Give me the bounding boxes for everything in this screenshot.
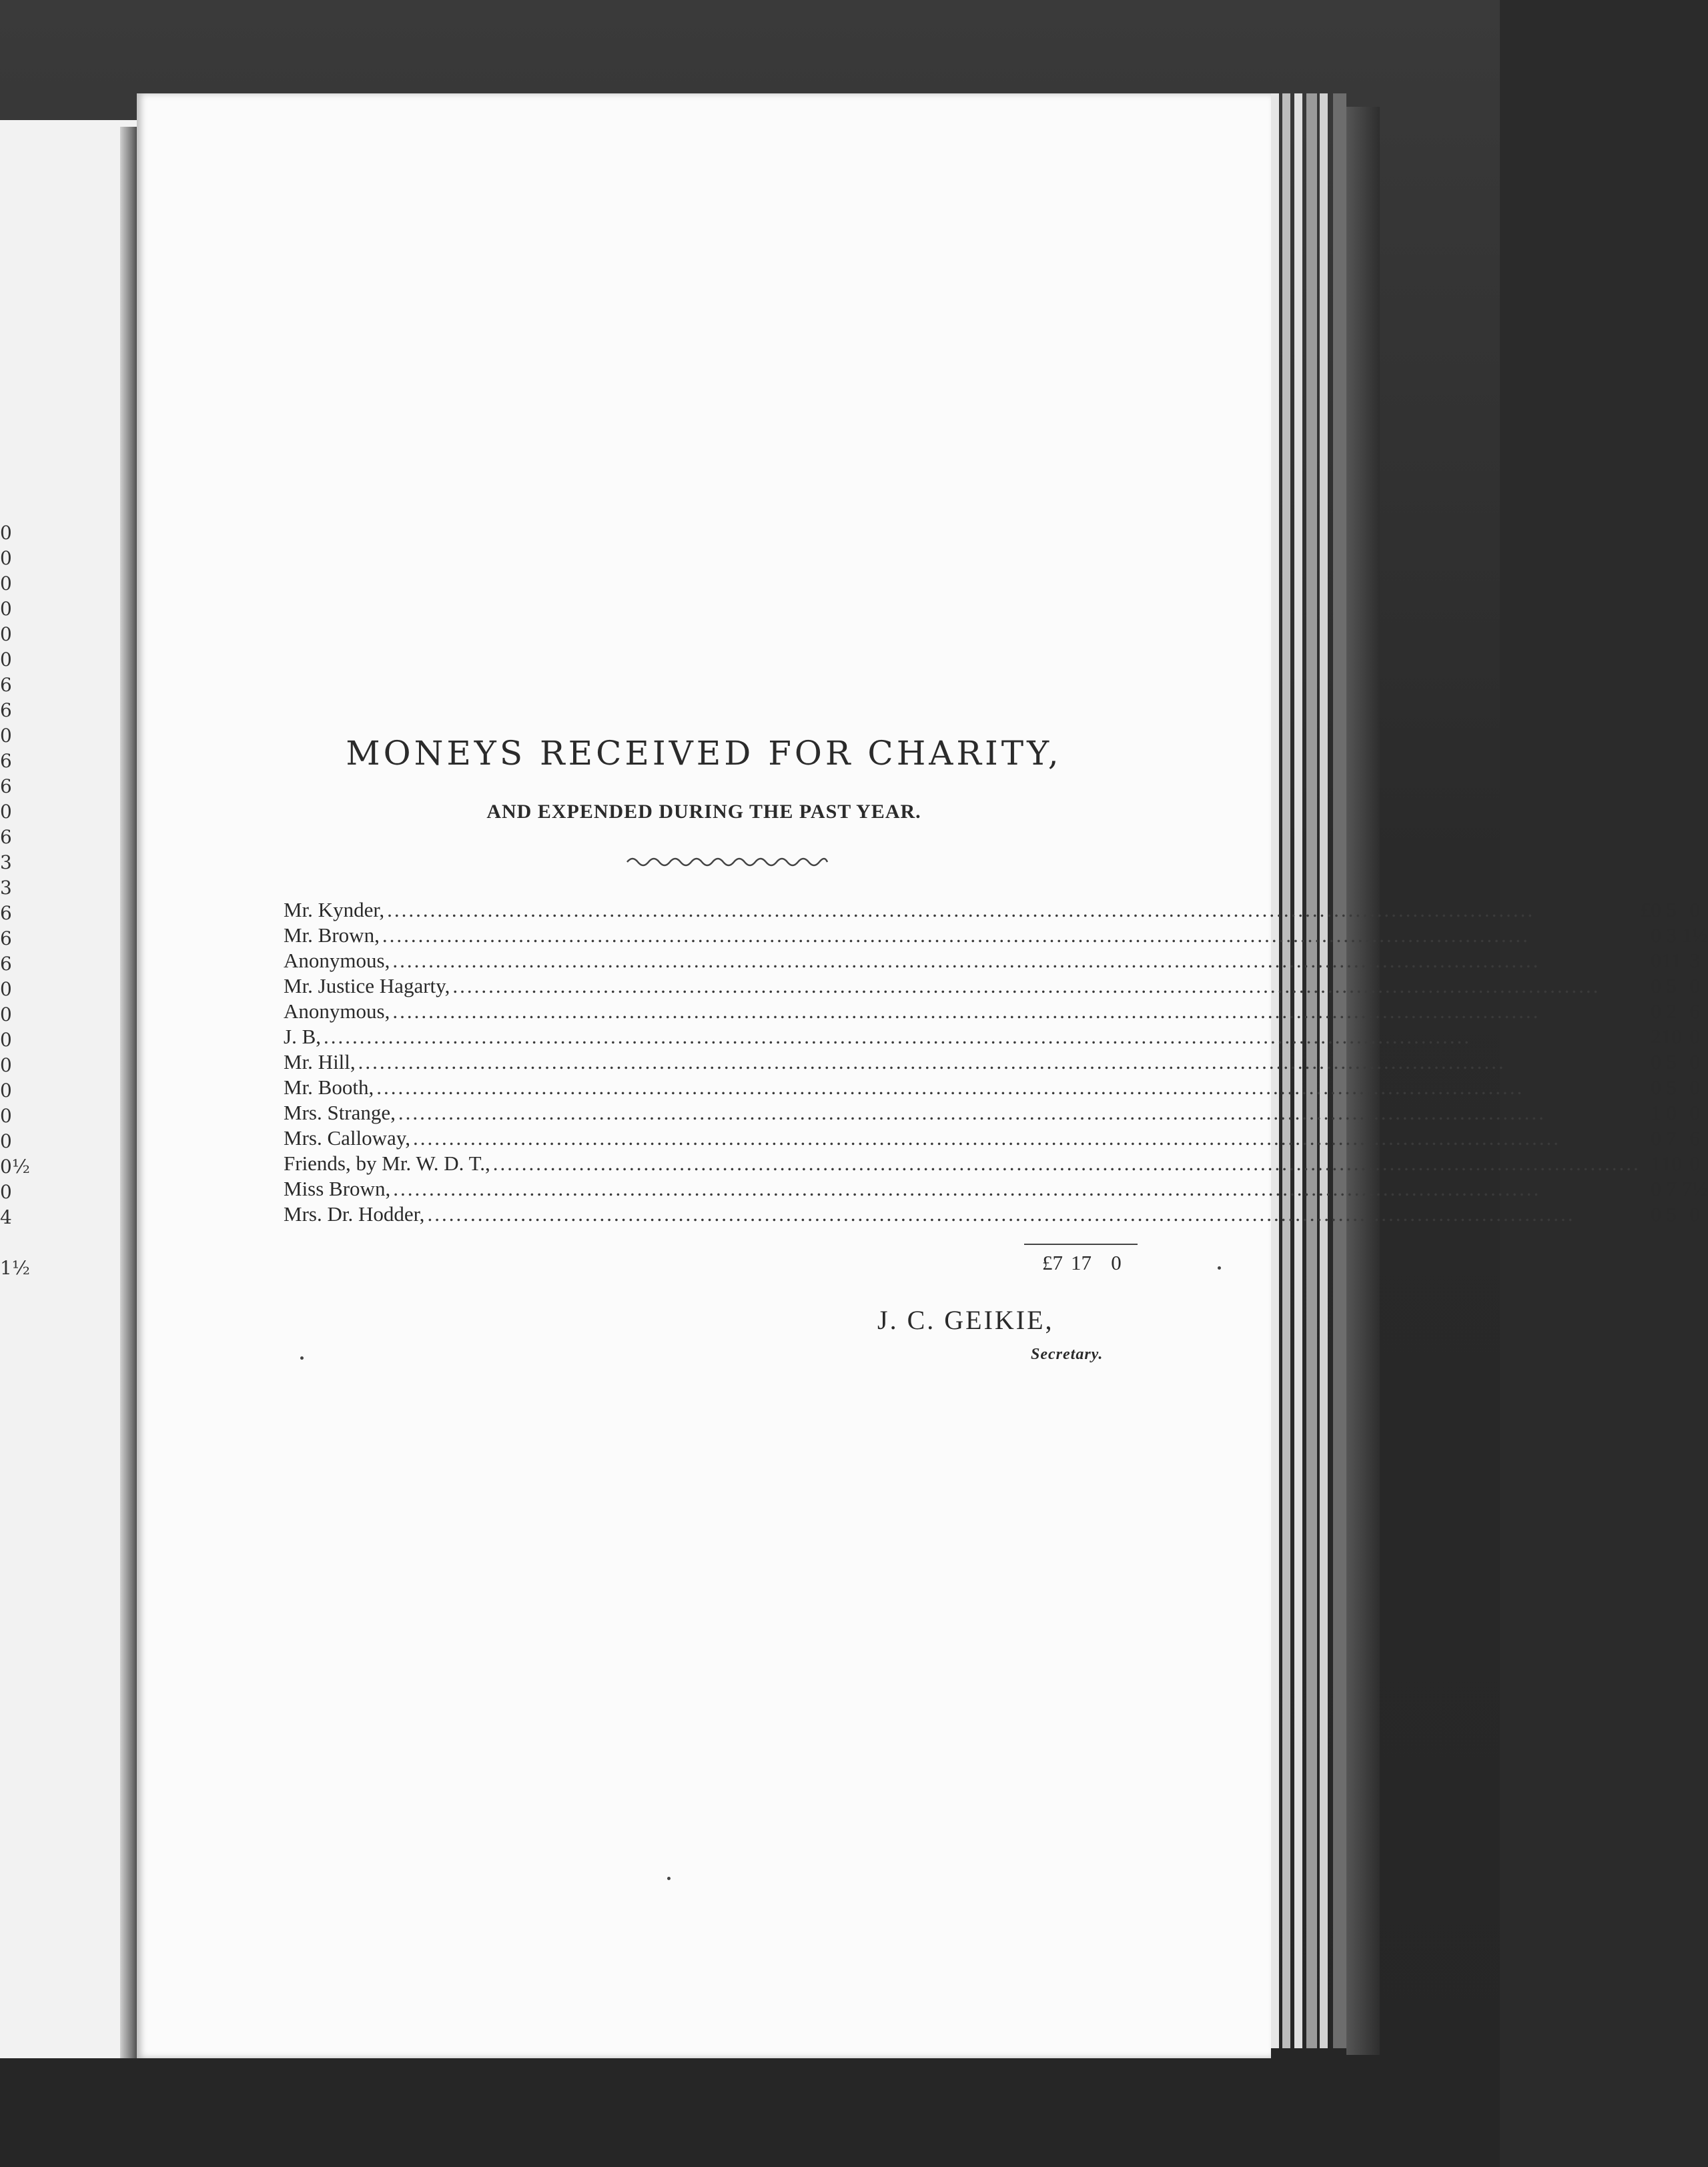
margin-mark: 0½	[0, 1156, 30, 1178]
pounds-cell: 1	[1651, 1101, 1661, 1124]
shillings-cell: 0	[1666, 1101, 1677, 1124]
donor-cell	[284, 897, 1641, 923]
margin-mark: 0	[0, 725, 12, 747]
shillings-cell: 5	[1666, 1050, 1677, 1073]
pence-cell: 0	[1689, 1152, 1700, 1175]
pounds-cell: 2	[1651, 1025, 1661, 1048]
margin-mark: 0	[0, 1003, 12, 1025]
donor-name: Friends, by Mr. W. D. T.,	[284, 1152, 493, 1175]
margin-mark: 6	[0, 953, 12, 975]
shillings-cell: 5	[1666, 898, 1677, 921]
donor-cell	[284, 1176, 1641, 1202]
margin-mark: 0	[0, 623, 12, 645]
table-row	[284, 1049, 1708, 1075]
margin-mark: 0	[0, 1130, 12, 1152]
total-pounds: £7	[1042, 1251, 1063, 1274]
leader-dots: ................................................................................................................................................................	[427, 1202, 1575, 1226]
margin-mark: 6	[0, 699, 12, 721]
donor-name: Anonymous,	[284, 999, 392, 1023]
margin-mark: 0	[0, 978, 12, 1000]
pounds-cell: 0	[1651, 1050, 1661, 1073]
shillings-cell: 7	[1666, 1126, 1677, 1150]
margin-mark: 0	[0, 1054, 12, 1076]
total-pence: 0	[1111, 1251, 1122, 1274]
margin-mark: 0	[0, 547, 12, 569]
leader-dots: ................................................................................................................................................................	[382, 923, 1530, 947]
donor-name: Mrs. Strange,	[284, 1101, 398, 1124]
table-row	[284, 1202, 1708, 1227]
donor-name: Mrs. Dr. Hodder,	[284, 1202, 427, 1226]
left-page-margin-marks	[0, 520, 30, 1281]
donor-name: Anonymous,	[284, 949, 392, 972]
table-row	[284, 1176, 1708, 1202]
margin-mark: 0	[0, 522, 12, 544]
signature-name: J. C. GEIKIE,	[877, 1305, 1054, 1335]
margin-mark: 6	[0, 927, 12, 949]
leader-dots: ................................................................................................................................................................	[392, 999, 1541, 1023]
total-row	[1023, 1251, 1133, 1275]
paper-speck	[667, 1877, 671, 1880]
signature-role: Secretary.	[1031, 1346, 1104, 1363]
shillings-cell: 5	[1666, 1075, 1677, 1099]
document-page	[137, 93, 1708, 2058]
margin-mark: 6	[0, 775, 12, 797]
pounds-cell: 0	[1651, 1075, 1661, 1099]
pence-cell: 6	[1689, 999, 1700, 1023]
donor-cell	[284, 999, 1641, 1024]
shillings-cell: 7	[1666, 1177, 1677, 1200]
ornamental-wavy-rule	[627, 854, 827, 870]
donor-name: Mr. Hill,	[284, 1050, 358, 1073]
donor-name: Mr. Justice Hagarty,	[284, 974, 452, 997]
pence-cell: 0	[1689, 1025, 1700, 1048]
donor-cell	[284, 948, 1641, 973]
donations-table	[284, 897, 1708, 1227]
margin-mark: 6	[0, 750, 12, 772]
table-row	[284, 948, 1708, 973]
pence-cell: 1½	[1681, 923, 1708, 947]
margin-mark: 6	[0, 826, 12, 848]
paper-speck	[1218, 1266, 1221, 1270]
leader-dots: ................................................................................................................................................................	[376, 1075, 1525, 1099]
page-subtitle: AND EXPENDED DURING THE PAST YEAR.	[486, 801, 921, 823]
page-title: MONEYS RECEIVED FOR CHARITY,	[346, 734, 1062, 773]
table-row	[284, 999, 1708, 1024]
donor-cell	[284, 1075, 1641, 1100]
margin-mark: 3	[0, 851, 12, 873]
margin-mark: 0	[0, 648, 12, 671]
margin-mark	[0, 1230, 13, 1256]
pence-cell: 3	[1689, 949, 1700, 972]
table-row	[284, 1075, 1708, 1100]
table-row	[284, 923, 1708, 948]
donor-cell	[284, 923, 1641, 948]
leader-dots: ................................................................................................................................................................	[393, 1177, 1541, 1200]
margin-mark: 0	[0, 1079, 12, 1102]
donor-cell	[284, 1024, 1641, 1049]
pounds-cell: £0	[1640, 898, 1661, 921]
margin-mark: 0	[0, 572, 12, 594]
donor-name: Mr. Kynder,	[284, 898, 387, 921]
pounds-cell: 0	[1651, 1202, 1661, 1226]
total-rule	[1024, 1244, 1138, 1245]
shillings-cell: 2	[1666, 999, 1677, 1023]
pounds-cell: 0	[1651, 974, 1661, 997]
margin-mark: 0	[0, 1181, 12, 1203]
donor-name: Mr. Brown,	[284, 923, 382, 947]
pence-cell: 0	[1689, 1050, 1700, 1073]
table-row	[284, 1126, 1708, 1151]
paper-speck	[300, 1356, 304, 1360]
margin-mark: 1½	[0, 1257, 30, 1279]
leader-dots: ................................................................................................................................................................	[392, 949, 1541, 972]
leader-dots: ................................................................................................................................................................	[452, 974, 1601, 997]
donor-cell	[284, 973, 1641, 999]
shillings-cell: 3	[1666, 923, 1677, 947]
margin-mark: 4	[0, 1206, 12, 1228]
table-row	[284, 1024, 1708, 1049]
leader-dots: ................................................................................................................................................................	[387, 898, 1535, 921]
pence-cell: 0	[1689, 1075, 1700, 1099]
pence-cell: 0	[1689, 974, 1700, 997]
margin-mark: 6	[0, 902, 12, 924]
pounds-cell: 0	[1651, 1177, 1661, 1200]
leader-dots: ................................................................................................................................................................	[358, 1050, 1506, 1073]
donor-cell	[284, 1202, 1641, 1227]
shillings-cell: 10	[1661, 1025, 1682, 1048]
donor-cell	[284, 1151, 1641, 1176]
shillings-cell: 10	[1661, 1152, 1682, 1175]
margin-mark: 0	[0, 1029, 12, 1051]
donor-cell	[284, 1049, 1641, 1075]
pounds-cell: 0	[1651, 923, 1661, 947]
table-row	[284, 1151, 1708, 1176]
pence-cell: 0	[1689, 898, 1700, 921]
donor-name: Mr. Booth,	[284, 1075, 376, 1099]
donor-name: Mrs. Calloway,	[284, 1126, 413, 1150]
leader-dots: ................................................................................................................................................................	[413, 1126, 1561, 1150]
donor-cell	[284, 1126, 1641, 1151]
leader-dots: ................................................................................................................................................................	[492, 1152, 1641, 1175]
table-row	[284, 897, 1708, 923]
donor-cell	[284, 1100, 1641, 1126]
pounds-cell: 1	[1651, 1152, 1661, 1175]
margin-mark: 0	[0, 801, 12, 823]
pounds-cell: 0	[1651, 949, 1661, 972]
leader-dots: ................................................................................................................................................................	[324, 1025, 1471, 1048]
total-shillings: 17	[1071, 1251, 1092, 1274]
margin-mark: 0	[0, 1105, 12, 1127]
shillings-cell: 11	[1661, 949, 1682, 972]
pence-cell: 7½	[1681, 1177, 1708, 1200]
margin-mark: 0	[0, 598, 12, 620]
margin-mark: 6	[0, 674, 12, 696]
pence-cell: 6	[1689, 1126, 1700, 1150]
pence-cell: 0	[1689, 1202, 1700, 1226]
table-row	[284, 973, 1708, 999]
pence-cell: 0	[1689, 1101, 1700, 1124]
margin-mark: 3	[0, 877, 12, 899]
shillings-cell: 5	[1666, 1202, 1677, 1226]
table-row	[284, 1100, 1708, 1126]
donor-name: Miss Brown,	[284, 1177, 393, 1200]
leader-dots: ................................................................................................................................................................	[398, 1101, 1546, 1124]
shillings-cell: 5	[1666, 974, 1677, 997]
pounds-cell: 0	[1651, 999, 1661, 1023]
donor-name: J. B,	[284, 1025, 324, 1048]
pounds-cell: 0	[1651, 1126, 1661, 1150]
